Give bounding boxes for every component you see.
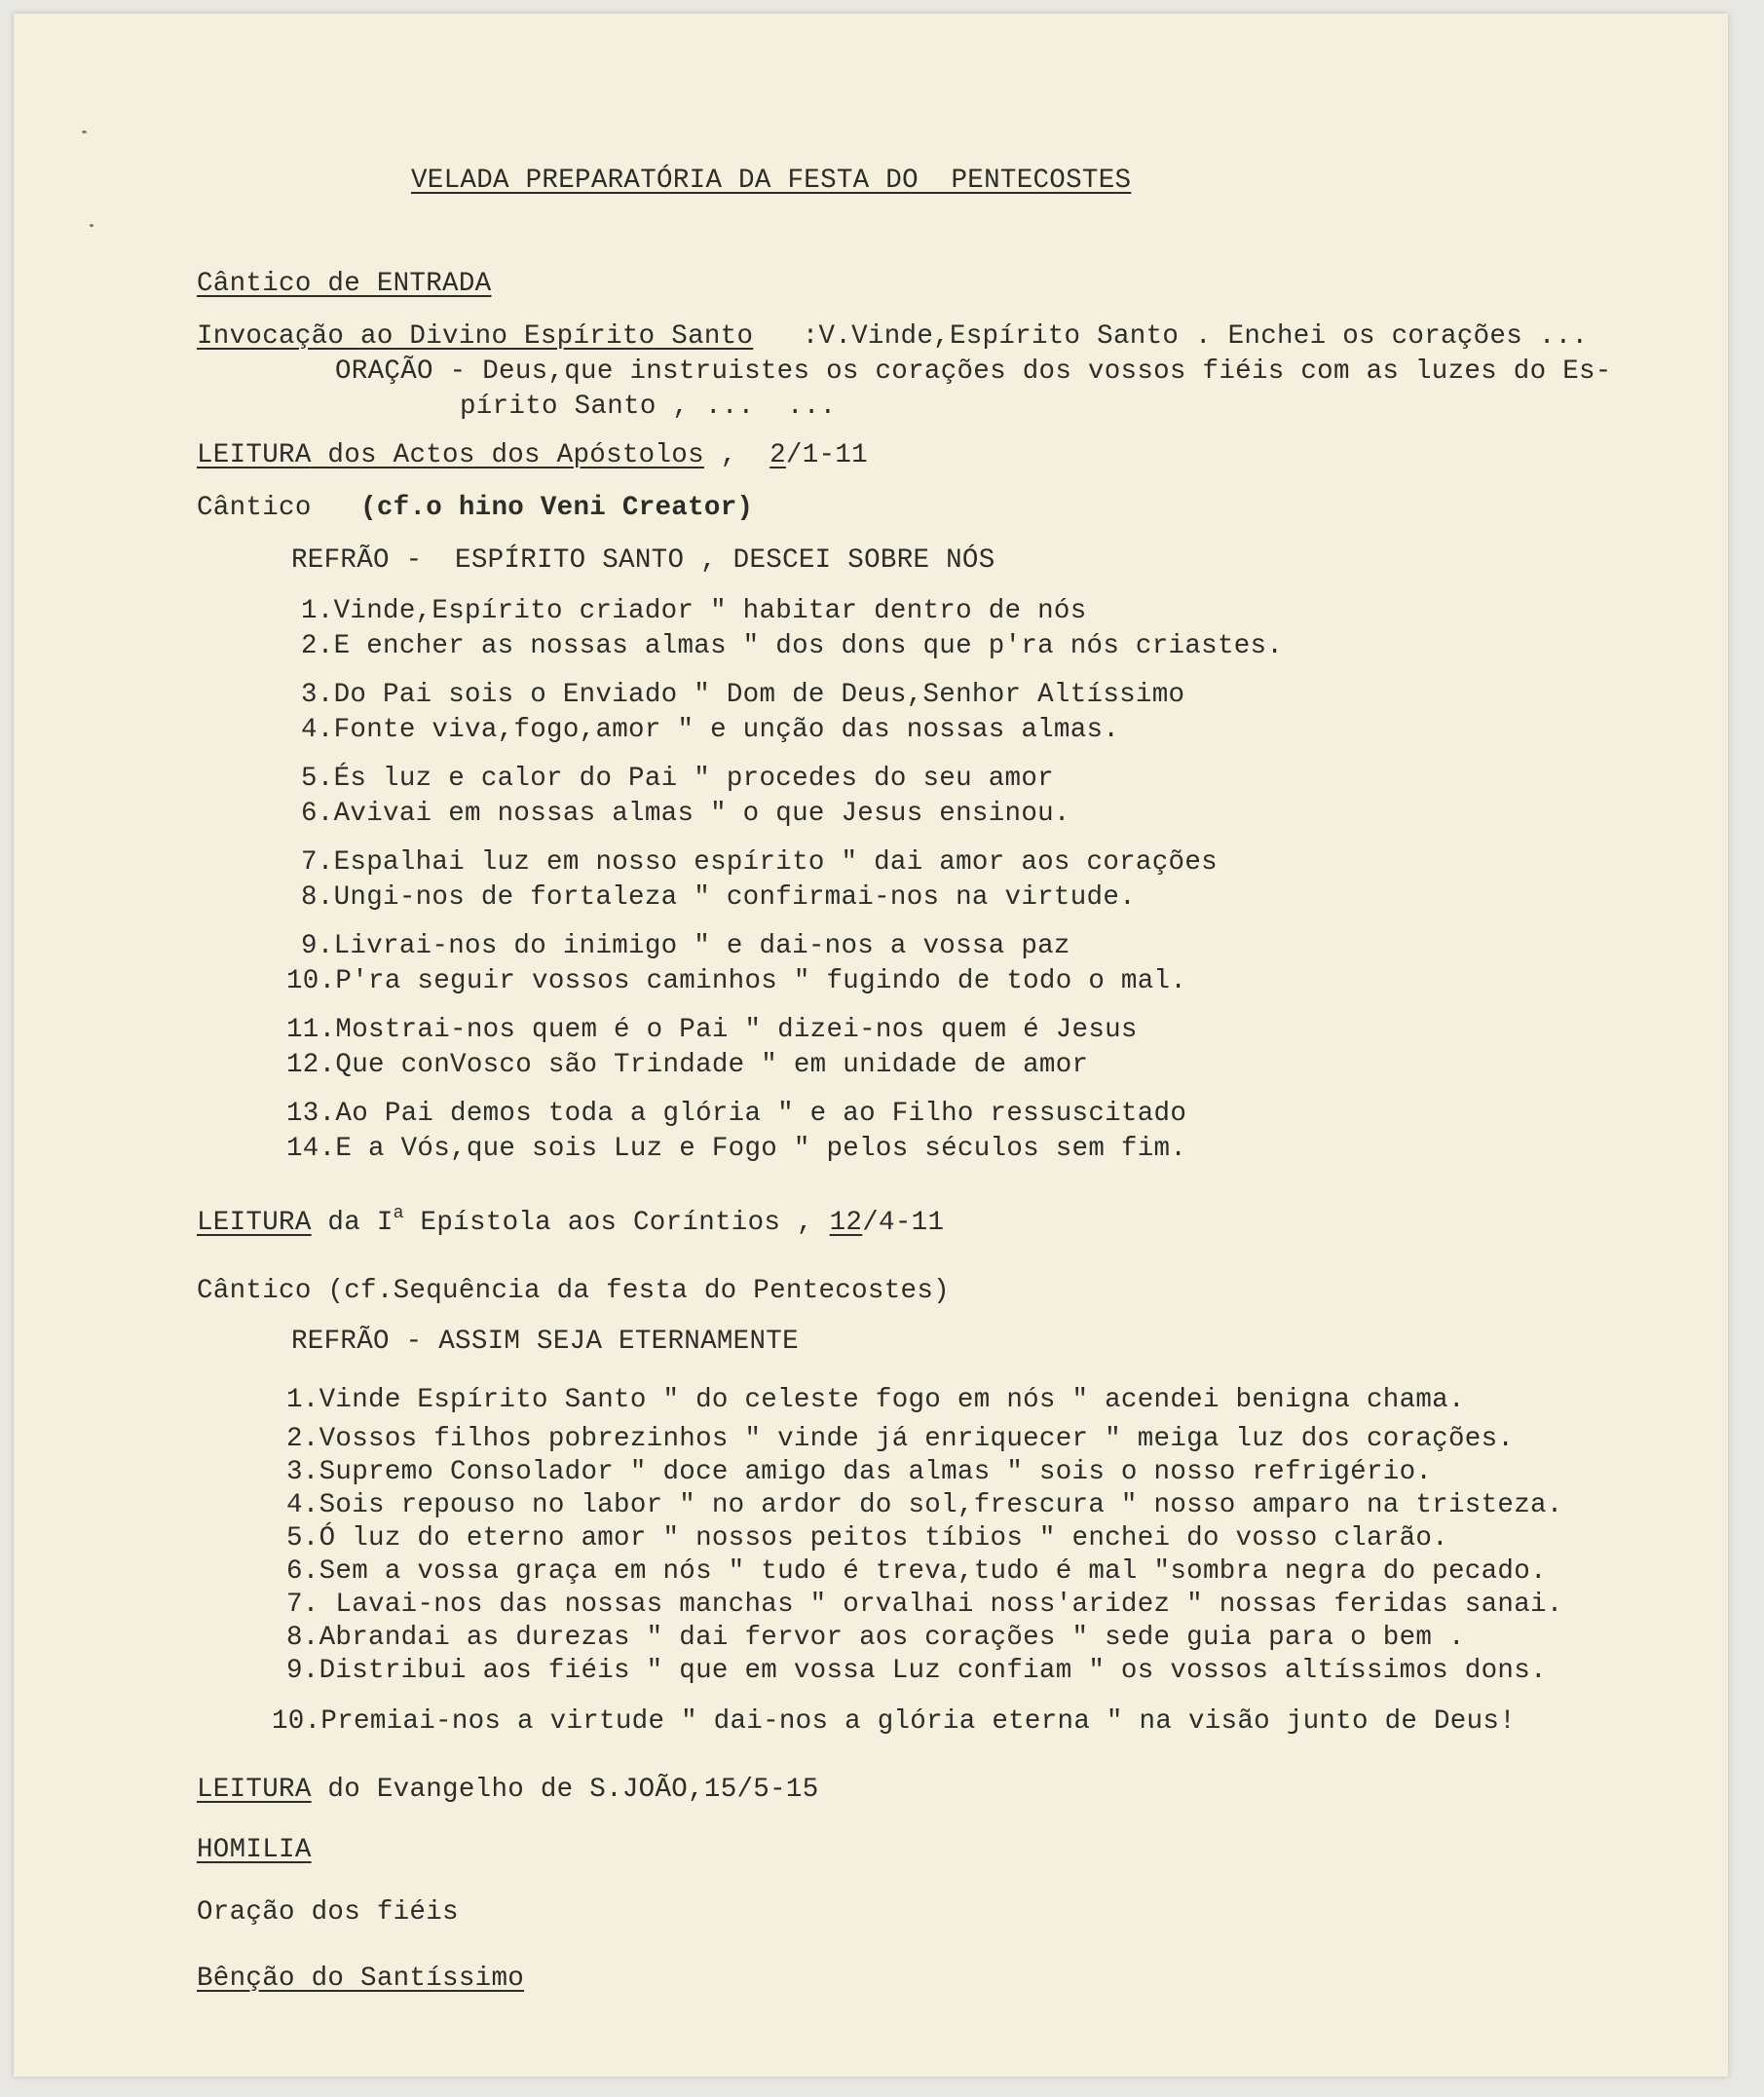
hymn-1-verse: 4.Fonte viva,fogo,amor " e unção das nossas almas.	[301, 715, 1120, 745]
hymn-2-verse: 1.Vinde Espírito Santo " do celeste fogo em nós " acendei benigna chama.	[286, 1385, 1465, 1415]
benediction-heading: Bênção do Santíssimo	[197, 1964, 525, 1994]
paper-speck	[82, 131, 87, 133]
hymn-1-verse: 6.Avivai em nossas almas " o que Jesus ensinou.	[301, 799, 1070, 829]
reading-acts-text: dos Actos dos Apóstolos	[311, 440, 704, 470]
hymn-2-refrain: REFRÃO - ASSIM SEJA ETERNAMENTE	[291, 1327, 799, 1357]
invocation-line	[197, 321, 1588, 353]
entrance-hymn: Cântico de ENTRADA	[197, 269, 492, 299]
paper-speck	[90, 224, 94, 227]
hymn-1-verse: 9.Livrai-nos do inimigo " e dai-nos a vossa paz	[301, 931, 1070, 961]
reading-corinthians-ref-verses: /4-11	[862, 1208, 945, 1238]
hymn-2-verse: 8.Abrandai as durezas " dai fervor aos corações " sede guia para o bem .	[286, 1623, 1465, 1653]
reading-gospel-text: do Evangelho de S.JOÃO,15/5-15	[311, 1775, 819, 1805]
hymn-2-verse: 4.Sois repouso no labor " no ardor do sol,frescura " nosso amparo na tristeza.	[286, 1490, 1563, 1520]
invocation-prayer-line-2: pírito Santo , ... ...	[460, 392, 837, 422]
hymn-1-verse: 13.Ao Pai demos toda a glória " e ao Filho ressuscitado	[286, 1099, 1187, 1129]
hymn-1-verse: 10.P'ra seguir vossos caminhos " fugindo de todo o mal.	[286, 966, 1187, 996]
hymn-2-verse: 9.Distribui aos fiéis " que em vossa Luz confiam " os vossos altíssimos dons.	[286, 1656, 1547, 1686]
hymn-1-verse: 3.Do Pai sois o Enviado " Dom de Deus,Senhor Altíssimo	[301, 680, 1185, 710]
document-title: VELADA PREPARATÓRIA DA FESTA DO PENTECOSTES	[411, 166, 1132, 196]
reading-corinthians-post: Epístola aos Coríntios ,	[403, 1208, 830, 1238]
hymn-1-verse: 8.Ungi-nos de fortaleza " confirmai-nos na virtude.	[301, 882, 1136, 913]
hymn-1-verse: 7.Espalhai luz em nosso espírito " dai amor aos corações	[301, 847, 1218, 878]
hymn-1-label: Cântico	[197, 493, 312, 523]
hymn-1-note: (cf.o hino Veni Creator)	[360, 493, 754, 523]
hymn-1-heading	[197, 493, 753, 524]
hymn-2-verse: 5.Ó luz do eterno amor " nossos peitos tíbios " enchei do vosso clarão.	[286, 1523, 1448, 1554]
reading-acts-ref-verses: /1-11	[785, 440, 868, 470]
reading-acts-ref-chapter: 2	[769, 440, 786, 470]
reading-gospel	[197, 1775, 819, 1806]
faithful-prayer: Oração dos fiéis	[197, 1897, 459, 1928]
hymn-2-verse: 7. Lavai-nos das nossas manchas " orvalhai noss'aridez " nossas feridas sanai.	[286, 1590, 1563, 1620]
document-page	[14, 14, 1728, 2077]
reading-corinthians-ordinal: a	[393, 1204, 404, 1223]
hymn-1-verse: 5.És luz e calor do Pai " procedes do seu amor	[301, 764, 1054, 794]
invocation-versicle: :V.Vinde,Espírito Santo . Enchei os corações ...	[802, 321, 1589, 352]
hymn-2-verse: 6.Sem a vossa graça em nós " tudo é treva,tudo é mal "sombra negra do pecado.	[286, 1556, 1547, 1587]
reading-acts	[197, 440, 868, 471]
invocation-label: Invocação ao Divino Espírito Santo	[197, 321, 754, 352]
hymn-1-verse: 12.Que conVosco são Trindade " em unidade de amor	[286, 1050, 1089, 1080]
invocation-prayer-line-1: ORAÇÃO - Deus,que instruistes os corações dos vossos fiéis com as luzes do Es-	[335, 356, 1612, 387]
hymn-2-verse: 3.Supremo Consolador " doce amigo das almas " sois o nosso refrigério.	[286, 1457, 1433, 1487]
reading-gospel-label: LEITURA	[197, 1775, 312, 1805]
hymn-1-refrain: REFRÃO - ESPÍRITO SANTO , DESCEI SOBRE NÓS	[291, 545, 995, 576]
hymn-1-verse: 2.E encher as nossas almas " dos dons que p'ra nós criastes.	[301, 631, 1284, 661]
reading-corinthians-label: LEITURA	[197, 1208, 312, 1238]
hymn-2-verse: 2.Vossos filhos pobrezinhos " vinde já enriquecer " meiga luz dos corações.	[286, 1424, 1515, 1454]
hymn-1-verse: 1.Vinde,Espírito criador " habitar dentro de nós	[301, 596, 1087, 626]
hymn-2-heading: Cântico (cf.Sequência da festa do Pentecostes)	[197, 1276, 950, 1306]
reading-corinthians	[197, 1204, 945, 1241]
hymn-2-verse: 10.Premiai-nos a virtude " dai-nos a glória eterna " na visão junto de Deus!	[272, 1706, 1517, 1737]
hymn-1-verse: 14.E a Vós,que sois Luz e Fogo " pelos séculos sem fim.	[286, 1134, 1187, 1164]
reading-corinthians-pre: da I	[311, 1208, 394, 1238]
reading-acts-separator: ,	[703, 440, 770, 470]
reading-corinthians-ref-chapter: 12	[829, 1208, 863, 1238]
reading-acts-label: LEITURA	[197, 440, 312, 470]
hymn-1-verse: 11.Mostrai-nos quem é o Pai " dizei-nos quem é Jesus	[286, 1015, 1138, 1045]
homily-heading: HOMILIA	[197, 1835, 312, 1865]
